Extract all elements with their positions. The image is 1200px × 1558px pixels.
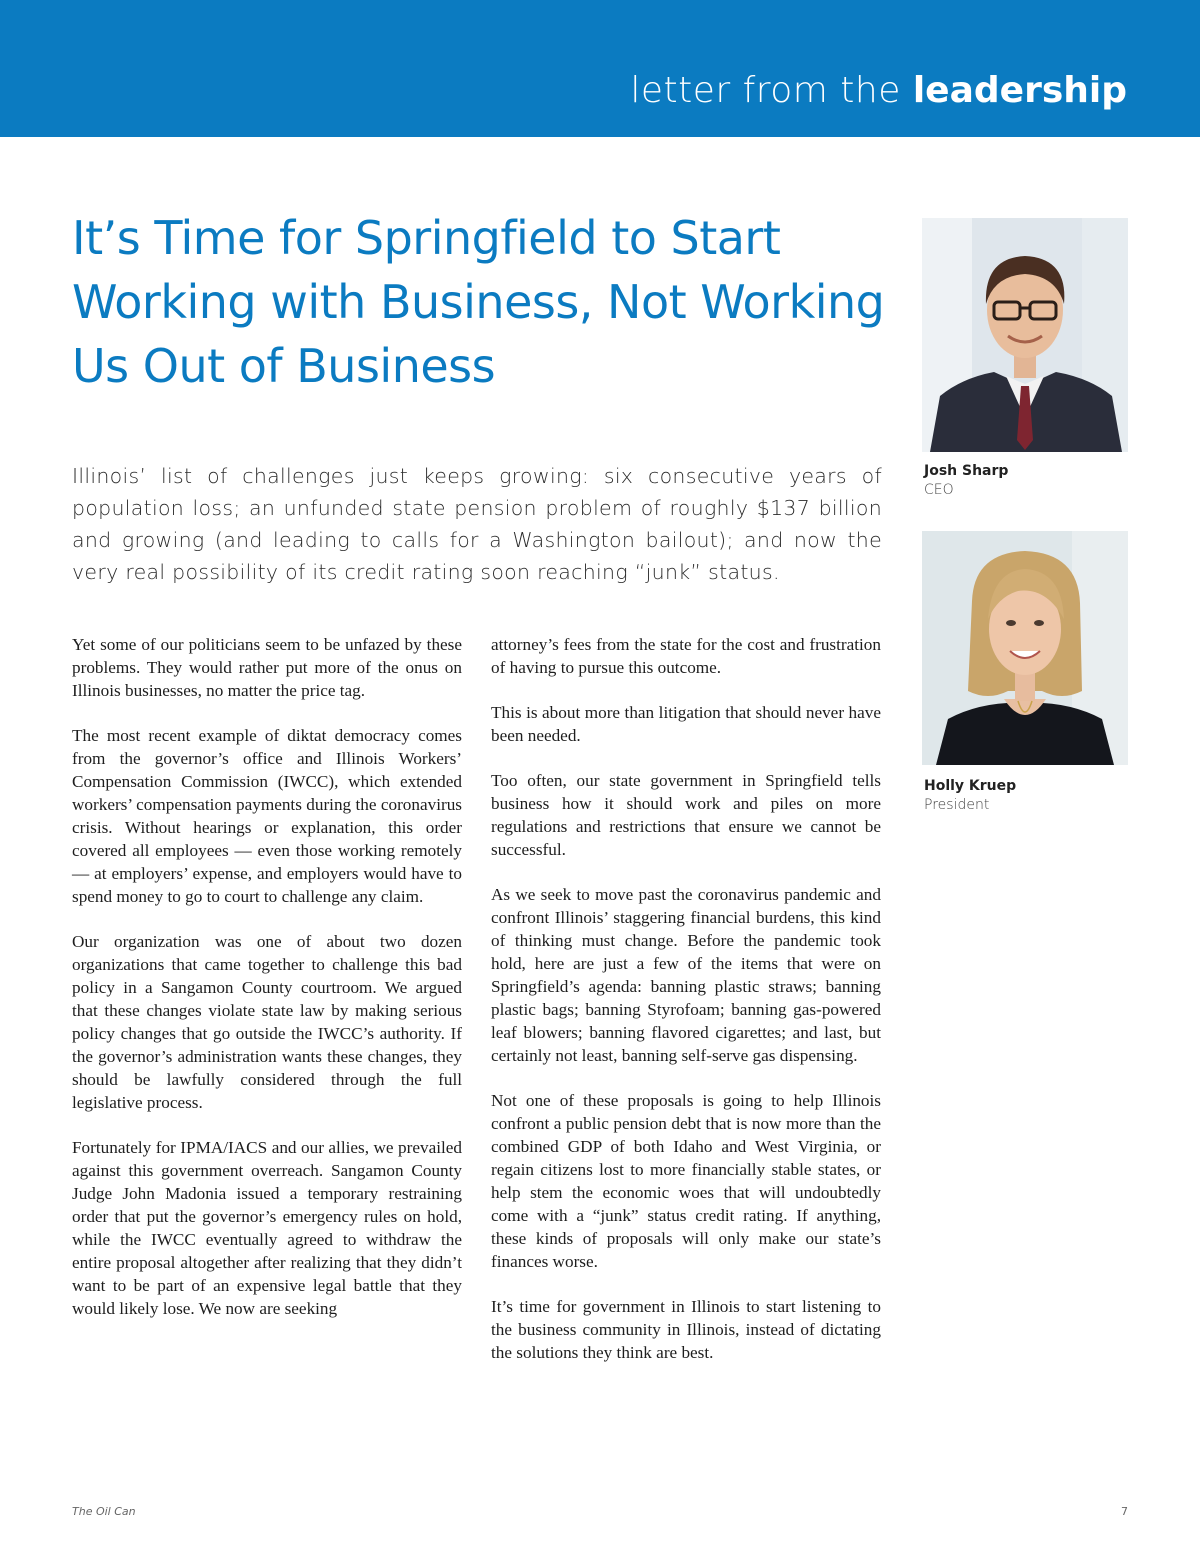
- body-paragraph: The most recent example of diktat democracy comes from the governor’s office and Illinois Workers’ Compensation Commission (IWCC), which extended workers’ compensation payments during the coronavirus crisis. Without hearings or explanation, this order covered all employees — even those working remotely — at employers’ expense, and employers would have to spend money to go to court to challenge any claim.: [72, 726, 462, 906]
- leader-name: Josh Sharp: [924, 463, 1009, 479]
- section-label: [630, 66, 1127, 116]
- article-column-2: [491, 633, 881, 1386]
- section-label-bold: leadership: [912, 70, 1127, 111]
- article-column-1: [72, 633, 462, 1342]
- portrait-illustration: [922, 531, 1128, 765]
- body-paragraph: Yet some of our politicians seem to be unfazed by these problems. They would rather put more of the onus on Illinois businesses, no matter the price tag.: [72, 635, 462, 700]
- portrait-illustration: [922, 218, 1128, 452]
- leader-photo-holly-kruep: [922, 531, 1128, 765]
- body-paragraph: This is about more than litigation that should never have been needed.: [491, 703, 881, 745]
- article-title: It’s Time for Springfield to Start Working with Business, Not Working Us Out of Business: [72, 211, 885, 393]
- body-paragraph: Not one of these proposals is going to help Illinois confront a public pension debt that is now more than the combined GDP of both Idaho and West Virginia, or regain citizens lost to more financially stable states, or help stem the economic woes that will undoubtedly come with a “junk” status credit rating. If anything, these kinds of proposals will only make our state’s finances worse.: [491, 1091, 881, 1271]
- leader-photo-josh-sharp: [922, 218, 1128, 452]
- publication-name: The Oil Can: [72, 1505, 136, 1518]
- leader-name: Holly Kruep: [924, 778, 1017, 794]
- body-paragraph: It’s time for government in Illinois to start listening to the business community in Illinois, instead of dictating the solutions they think are best.: [491, 1297, 881, 1362]
- page-number: 7: [1121, 1505, 1128, 1518]
- header-banner: [0, 0, 1200, 137]
- leader-role: President: [924, 797, 990, 813]
- body-paragraph: Fortunately for IPMA/IACS and our allies, we prevailed against this government overreach. Sangamon County Judge John Madonia issued a temporary restraining order that put the governor’s emergency rules on hold, while the IWCC eventually agreed to withdraw the entire proposal altogether after realizing that they didn’t want to be part of an expensive legal battle that they would likely lose. We now are seeking: [72, 1138, 462, 1318]
- leader-role: CEO: [924, 482, 954, 498]
- body-paragraph: Our organization was one of about two dozen organizations that came together to challenge this bad policy in a Sangamon County courtroom. We argued that these changes violate state law by making serious policy changes that go outside the IWCC’s authority. If the governor’s administration wants these changes, they should be lawfully considered through the full legislative process.: [72, 932, 462, 1112]
- body-paragraph: Too often, our state government in Springfield tells business how it should work and piles on more regulations and restrictions that ensure we cannot be successful.: [491, 771, 881, 859]
- section-label-light: letter from the: [630, 70, 913, 111]
- body-paragraph: attorney’s fees from the state for the cost and frustration of having to pursue this outcome.: [491, 635, 881, 677]
- article-intro: Illinois’ list of challenges just keeps growing: six consecutive years of population loss; an unfunded state pension problem of roughly $137 billion and growing (and leading to calls for a Washington bailout); and now the very real possibility of its credit rating soon reaching “junk” status.: [72, 464, 882, 584]
- body-paragraph: As we seek to move past the coronavirus pandemic and confront Illinois’ staggering financial burdens, this kind of thinking must change. Before the pandemic took hold, here are just a few of the items that were on Springfield’s agenda: banning plastic straws; banning plastic bags; banning Styrofoam; banning gas-powered leaf blowers; banning flavored cigarettes; and last, but certainly not least, banning self-serve gas dispensing.: [491, 885, 881, 1065]
